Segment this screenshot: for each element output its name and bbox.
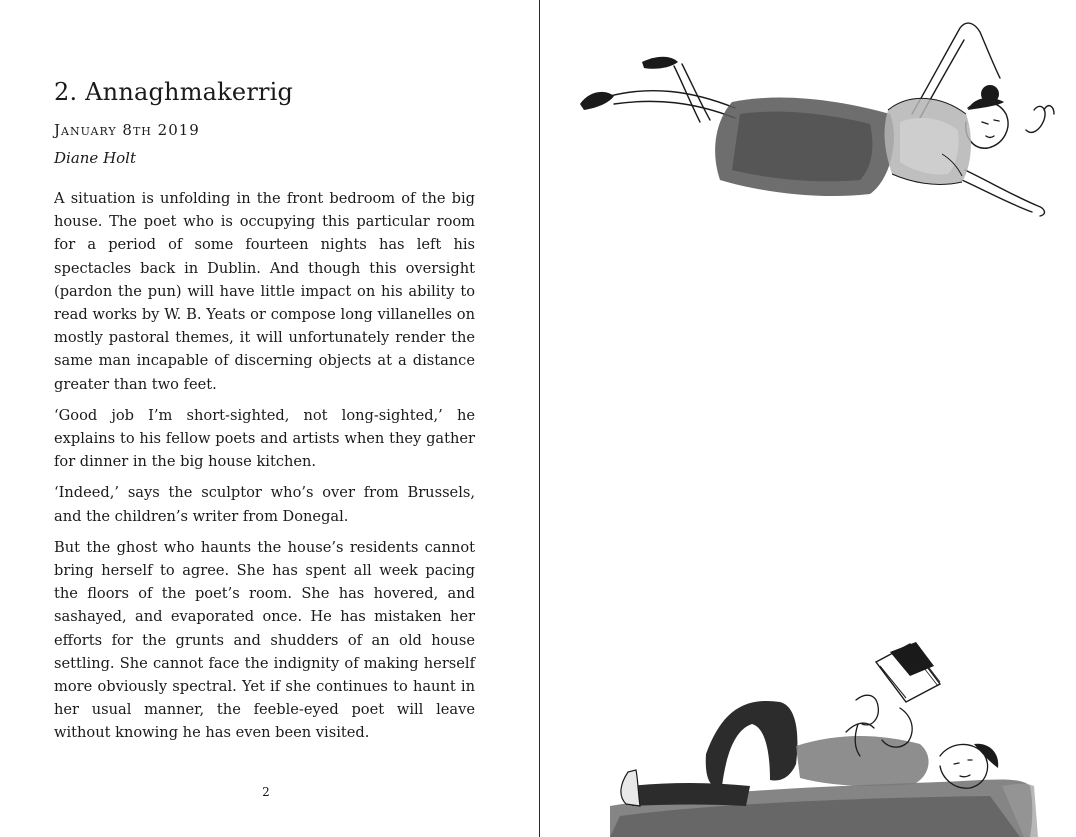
floating-ghost-woman-illustration (570, 10, 1060, 225)
body-text (54, 187, 475, 753)
chapter-author: Diane Holt (54, 149, 137, 167)
paragraph: But the ghost who haunts the house’s residents cannot bring herself to agree. She has spent all week pacing the floors of the poet’s room. She has hovered, and sashayed, and evaporated once. He has mistaken her efforts for the grunts and shudders of an old house settling. She cannot face the indignity of making herself more obviously spectral. Yet if she continues to haunt in her usual manner, the feeble-eyed poet will leave without knowing he has even been visited. (54, 538, 475, 742)
chapter-date: January 8th 2019 (54, 121, 200, 139)
paragraph: A situation is unfolding in the front bedroom of the big house. The poet who is occupying this particular room for a period of some fourteen nights has left his spectacles back in Dublin. And though this oversight (pardon the pun) will have little impact on his ability to read works by W. B. Yeats or compose long villanelles on mostly pastoral themes, it will unfortunately render the same man incapable of discerning objects at a distance greater than two feet. (54, 190, 475, 393)
paragraph: ‘Good job I’m short-sighted, not long-sighted,’ he explains to his fellow poets and artists when they gather for dinner in the big house kitchen. (54, 406, 475, 471)
paragraph: ‘Indeed,’ says the sculptor who’s over from Brussels, and the children’s writer from Donegal. (54, 484, 475, 525)
reclining-reading-poet-illustration (610, 636, 1070, 837)
page-number: 2 (262, 785, 270, 799)
chapter-title: 2. Annaghmakerrig (54, 78, 294, 106)
right-page (540, 0, 1076, 837)
